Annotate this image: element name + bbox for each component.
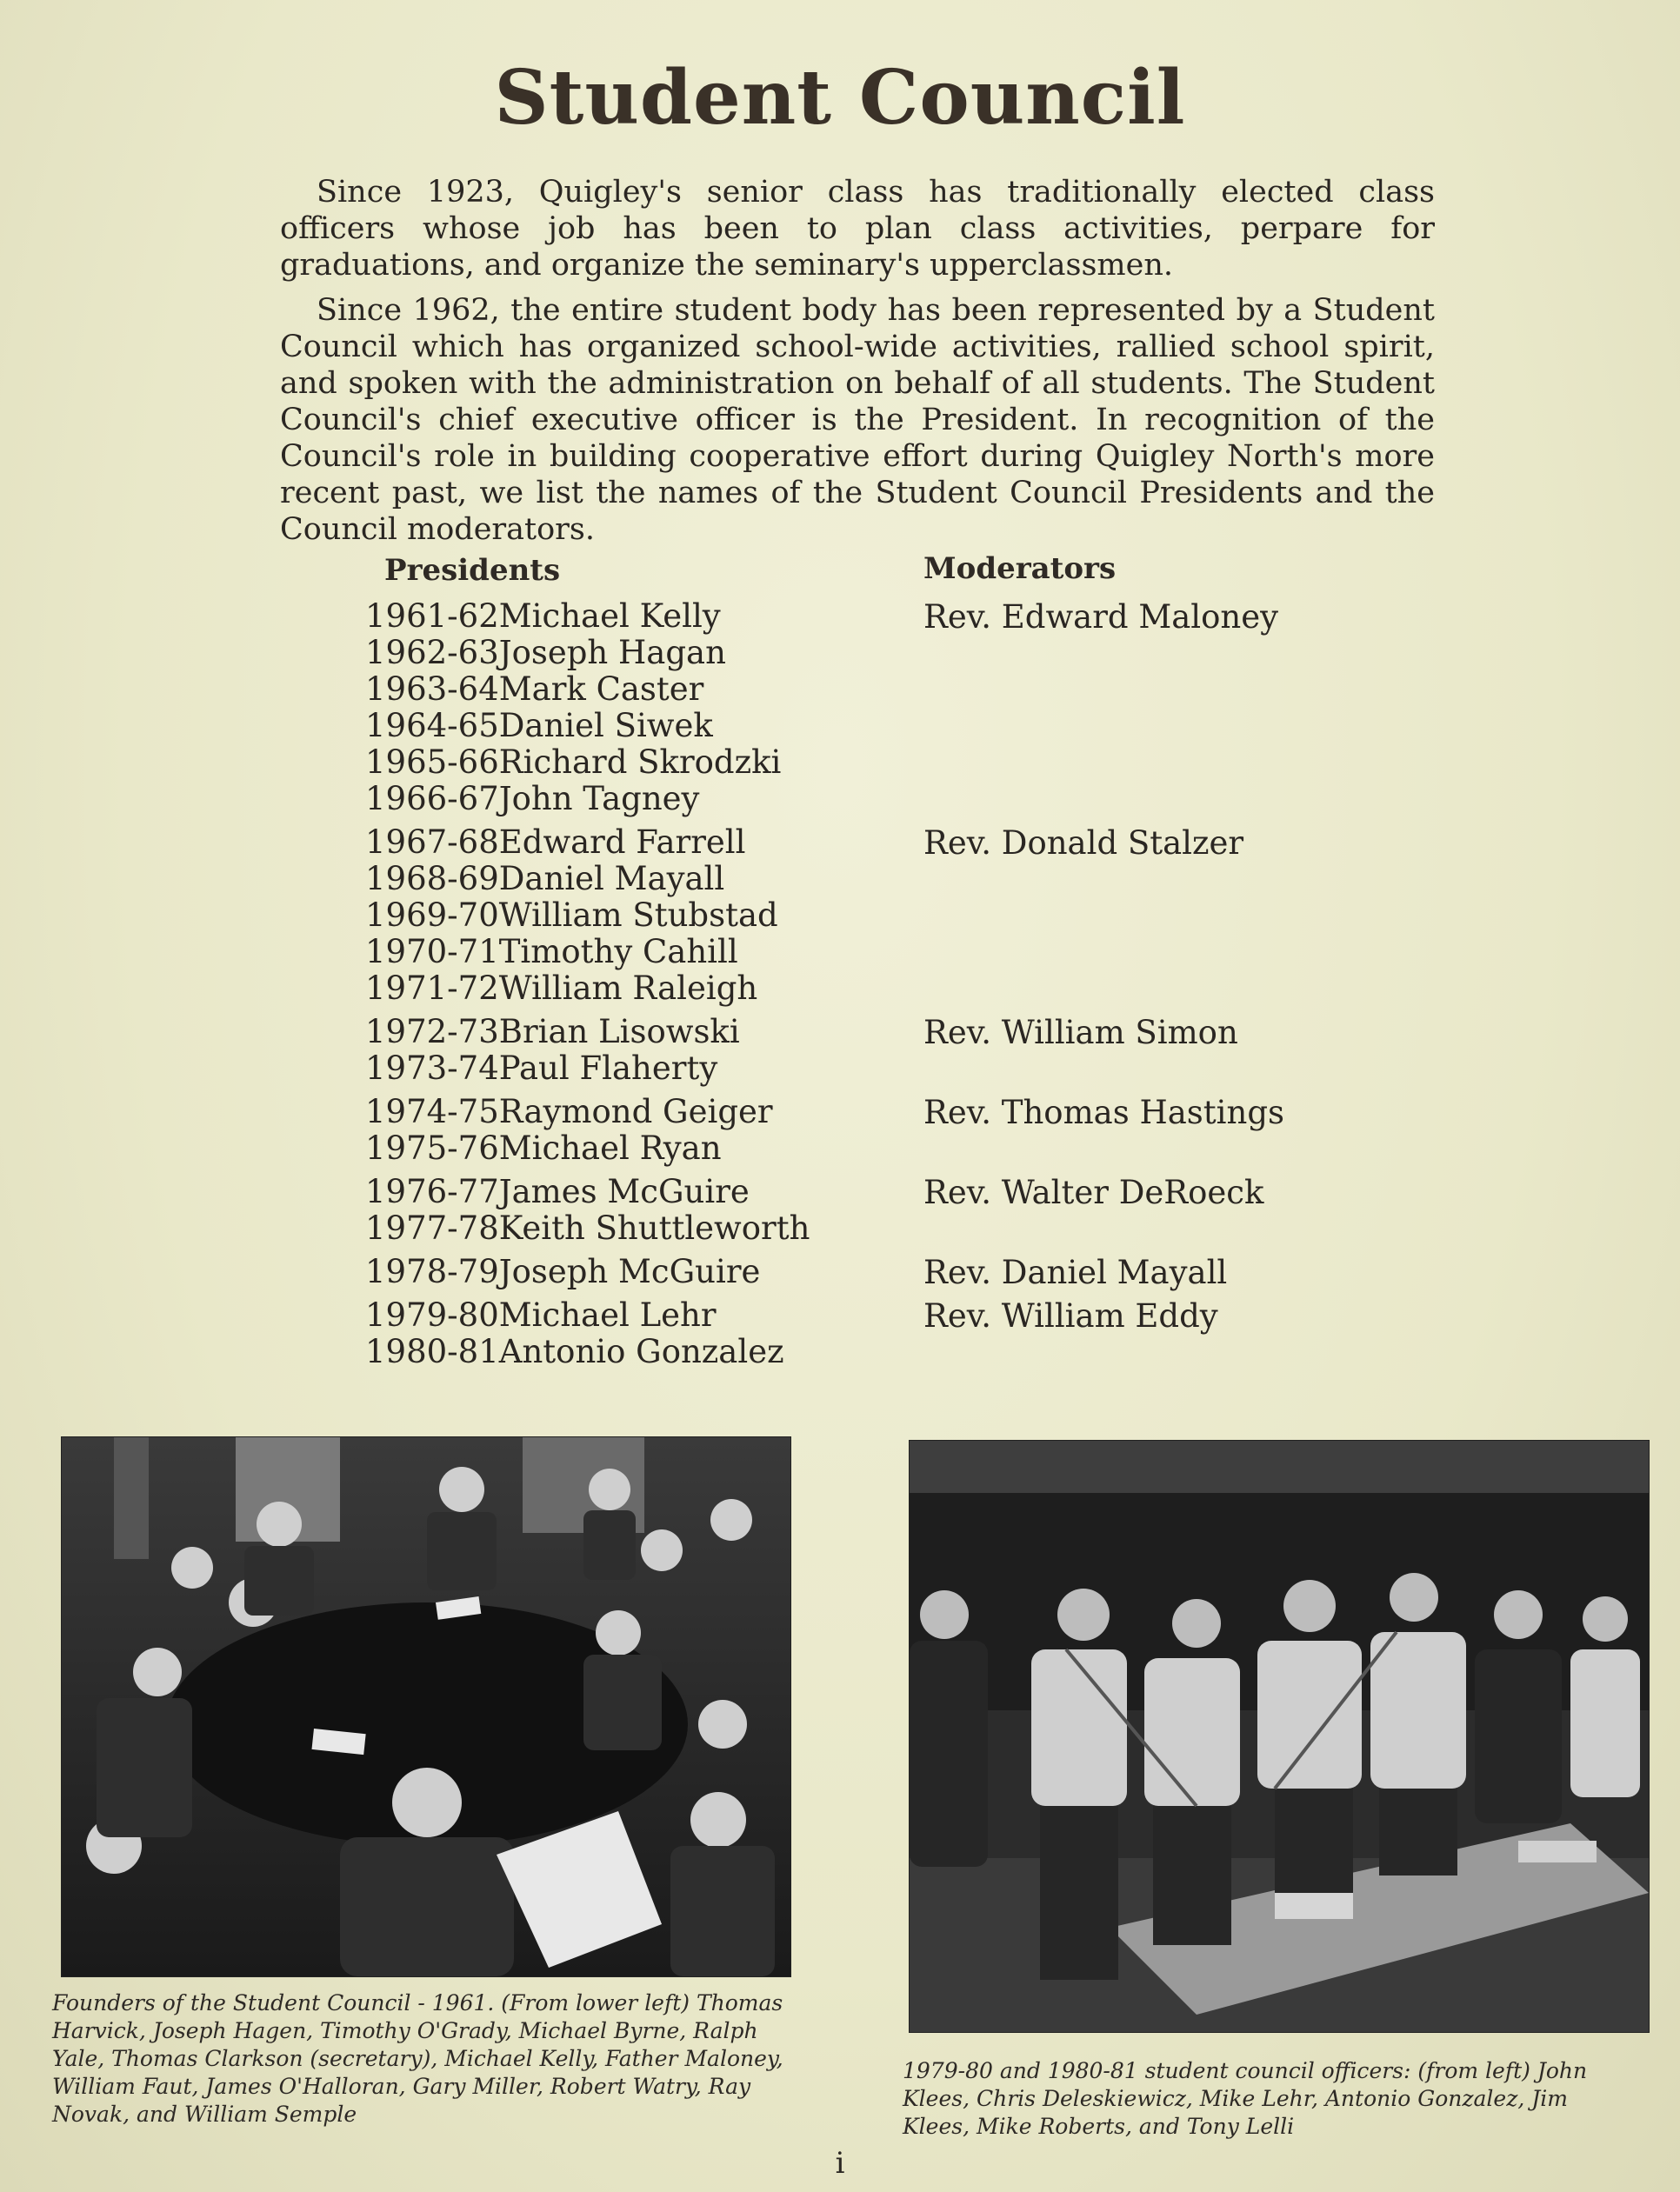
president-name: Michael Ryan: [498, 1129, 722, 1167]
caption-founders: Founders of the Student Council - 1961. (From lower left) Thomas Harvick, Joseph Hagen, Timothy O'Grady, Michael Byrne, Ralph Yale, Thomas Clarkson (secretary), Michael Kelly, Father Maloney, William Faut, James O'Halloran, Gary Miller, Robert Watry, Ray Novak, and William Semple: [52, 1990, 783, 2127]
president-row: [365, 1130, 852, 1167]
president-year: 1968-69: [365, 860, 499, 897]
intro-text: [280, 174, 1435, 556]
photo-founders-1961: [61, 1436, 791, 1977]
president-name: Edward Farrell: [498, 823, 746, 861]
president-year: 1975-76: [365, 1129, 499, 1167]
president-name: Daniel Siwek: [498, 707, 713, 744]
moderator-name: Rev. Walter DeRoeck: [923, 1174, 1264, 1211]
president-year: 1976-77: [365, 1173, 499, 1210]
president-row: [365, 934, 852, 970]
presidents-group: [365, 824, 852, 1007]
president-row: [365, 635, 852, 671]
photo-officers-illustration: [910, 1441, 1649, 2032]
president-name: Timothy Cahill: [498, 933, 738, 970]
president-row: [365, 1254, 852, 1290]
caption-officers: 1979-80 and 1980-81 student council officers: (from left) John Klees, Chris Deleskiewicz, Mike Lehr, Antonio Gonzalez, Jim Klees, Mike Roberts, and Tony Lelli: [903, 2058, 1588, 2139]
president-row: [365, 970, 852, 1007]
president-year: 1972-73: [365, 1013, 499, 1050]
president-year: 1962-63: [365, 634, 499, 671]
president-year: 1969-70: [365, 896, 499, 934]
moderator-name: Rev. William Simon: [923, 1014, 1238, 1051]
moderator-name: Rev. Edward Maloney: [923, 598, 1279, 636]
president-row: [365, 897, 852, 934]
president-row: [365, 598, 852, 635]
president-row: [365, 861, 852, 897]
president-year: 1961-62: [365, 597, 499, 635]
presidents-heading: Presidents: [384, 553, 561, 588]
president-year: 1973-74: [365, 1049, 499, 1087]
president-name: Daniel Mayall: [498, 860, 725, 897]
president-row: [365, 1297, 852, 1334]
intro-paragraph-2: Since 1962, the entire student body has been represented by a Student Council which has organized school-wide activities, rallied school spirit, and spoken with the administration on behalf of all students. The Student Council's chief executive officer is the President. In recognition of the Council's role in building cooperative effort during Quigley North's more recent past, we list the names of the Student Council Presidents and the Council moderators.: [280, 293, 1435, 547]
president-row: [365, 708, 852, 744]
page-title: Student Council: [494, 54, 1186, 142]
intro-paragraph-1: Since 1923, Quigley's senior class has traditionally elected class officers whose job has been to plan class activities, perpare for graduations, and organize the seminary's upperclassmen.: [280, 175, 1435, 283]
president-year: 1979-80: [365, 1296, 499, 1334]
president-row: [365, 1334, 852, 1370]
president-name: Keith Shuttleworth: [498, 1209, 810, 1247]
presidents-group: [365, 598, 852, 817]
page-number: i: [835, 2146, 845, 2181]
president-year: 1964-65: [365, 707, 499, 744]
president-name: William Raleigh: [498, 969, 758, 1007]
president-row: [365, 1210, 852, 1247]
president-name: James McGuire: [498, 1173, 750, 1210]
president-year: 1971-72: [365, 969, 499, 1007]
president-year: 1974-75: [365, 1093, 499, 1130]
president-row: [365, 744, 852, 781]
president-year: 1963-64: [365, 670, 499, 708]
photo-founders-illustration: [62, 1437, 790, 1976]
moderator-name: Rev. William Eddy: [923, 1297, 1218, 1335]
president-name: Paul Flaherty: [498, 1049, 718, 1087]
photo-officers-1979-81: [909, 1440, 1650, 2033]
president-name: Joseph McGuire: [498, 1253, 761, 1290]
president-name: Raymond Geiger: [498, 1093, 773, 1130]
president-row: [365, 671, 852, 708]
presidents-group: [365, 1174, 852, 1247]
moderator-name: Rev. Daniel Mayall: [923, 1254, 1228, 1291]
president-row: [365, 824, 852, 861]
president-year: 1965-66: [365, 743, 499, 781]
president-year: 1967-68: [365, 823, 499, 861]
president-year: 1970-71: [365, 933, 499, 970]
president-year: 1978-79: [365, 1253, 499, 1290]
president-year: 1966-67: [365, 780, 499, 817]
moderators-heading: Moderators: [923, 551, 1117, 586]
president-row: [365, 1050, 852, 1087]
president-name: Richard Skrodzki: [498, 743, 782, 781]
moderator-name: Rev. Thomas Hastings: [923, 1094, 1284, 1131]
moderator-name: Rev. Donald Stalzer: [923, 824, 1244, 862]
president-row: [365, 781, 852, 817]
president-name: Joseph Hagan: [498, 634, 726, 671]
president-name: Michael Kelly: [498, 597, 721, 635]
presidents-group: [365, 1094, 852, 1167]
president-year: 1977-78: [365, 1209, 499, 1247]
presidents-group: [365, 1014, 852, 1087]
president-name: Michael Lehr: [498, 1296, 717, 1334]
president-name: Antonio Gonzalez: [498, 1333, 784, 1370]
presidents-group: [365, 1254, 852, 1290]
presidents-list: [365, 598, 852, 1377]
presidents-group: [365, 1297, 852, 1370]
president-row: [365, 1014, 852, 1050]
president-year: 1980-81: [365, 1333, 499, 1370]
president-name: Brian Lisowski: [498, 1013, 740, 1050]
president-row: [365, 1094, 852, 1130]
president-row: [365, 1174, 852, 1210]
president-name: Mark Caster: [498, 670, 704, 708]
president-name: William Stubstad: [498, 896, 778, 934]
president-name: John Tagney: [498, 780, 700, 817]
